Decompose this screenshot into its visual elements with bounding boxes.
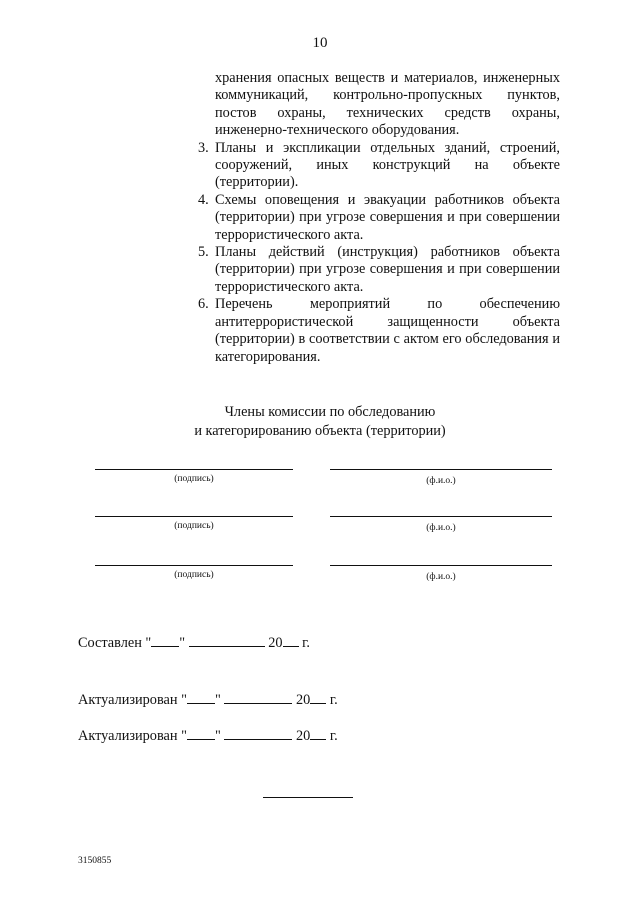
list-item-text: Планы действий (инструкция) работников объекта (территории) при угрозе совершения и при совершении террористического акта. [215, 244, 560, 295]
month-blank[interactable] [224, 727, 292, 740]
updated-date-line [78, 691, 338, 709]
year-blank[interactable] [310, 727, 326, 740]
date-suffix: г. [329, 692, 338, 708]
day-blank[interactable] [187, 691, 215, 704]
signature-caption: (подпись) [174, 570, 214, 580]
commission-heading [0, 403, 640, 440]
day-blank[interactable] [151, 634, 179, 647]
year-blank[interactable] [310, 691, 326, 704]
date-quote: " [214, 692, 221, 708]
signature-caption: (подпись) [174, 521, 214, 531]
date-suffix: г. [302, 635, 310, 651]
date-year: 20 [295, 728, 311, 744]
day-blank[interactable] [187, 727, 215, 740]
list-item-number: 3. [198, 139, 209, 156]
signature-line[interactable] [95, 516, 293, 517]
name-caption: (ф.и.о.) [426, 476, 456, 486]
year-blank[interactable] [283, 634, 299, 647]
month-blank[interactable] [189, 634, 265, 647]
month-blank[interactable] [224, 691, 292, 704]
end-rule [263, 797, 353, 798]
page-number: 10 [312, 35, 328, 51]
date-year: 20 [295, 692, 311, 708]
name-line[interactable] [330, 469, 552, 470]
list-item-text: хранения опасных веществ и материалов, инженерных коммуникаций, контрольно-пропускных пунктов, постов охраны, технических средств охраны, инженерно-технического оборудования. [215, 70, 560, 139]
name-line[interactable] [330, 565, 552, 566]
signature-caption: (подпись) [174, 474, 214, 484]
list-item-continuation [198, 70, 560, 140]
date-quote: " [179, 635, 186, 651]
name-caption: (ф.и.о.) [426, 523, 456, 533]
date-prefix: Актуализирован " [78, 692, 187, 708]
date-prefix: Составлен " [78, 635, 152, 651]
list-item-text: Планы и экспликации отдельных зданий, строений, сооружений, иных конструкций на объекте (территории). [215, 139, 560, 191]
updated-date-line [78, 727, 338, 745]
list-item-number: 5. [198, 244, 209, 261]
list-item-number: 6. [198, 296, 209, 313]
date-suffix: г. [329, 728, 338, 744]
signature-line[interactable] [95, 469, 293, 470]
list-item-number: 4. [198, 191, 209, 208]
list-item [198, 192, 560, 244]
date-quote: " [214, 728, 221, 744]
name-caption: (ф.и.о.) [426, 572, 456, 582]
list-item [198, 244, 560, 296]
list-item-text: Схемы оповещения и эвакуации работников объекта (территории) при угрозе совершения и при совершении террористического акта. [215, 191, 560, 243]
list-item [198, 140, 560, 192]
document-code: 3150855 [78, 856, 112, 866]
composed-date-line [78, 634, 310, 652]
list-item-text: Перечень мероприятий по обеспечению антитеррористической защищенности объекта (территории) в соответствии с актом его обследования и категорирования. [215, 296, 560, 365]
list-item [198, 296, 560, 366]
signature-line[interactable] [95, 565, 293, 566]
attachment-list [198, 70, 560, 366]
commission-heading-line: и категорированию объекта (территории) [194, 422, 446, 439]
commission-heading-line: Члены комиссии по обследованию [224, 404, 436, 420]
date-prefix: Актуализирован " [78, 728, 187, 744]
name-line[interactable] [330, 516, 552, 517]
date-year: 20 [268, 635, 283, 651]
